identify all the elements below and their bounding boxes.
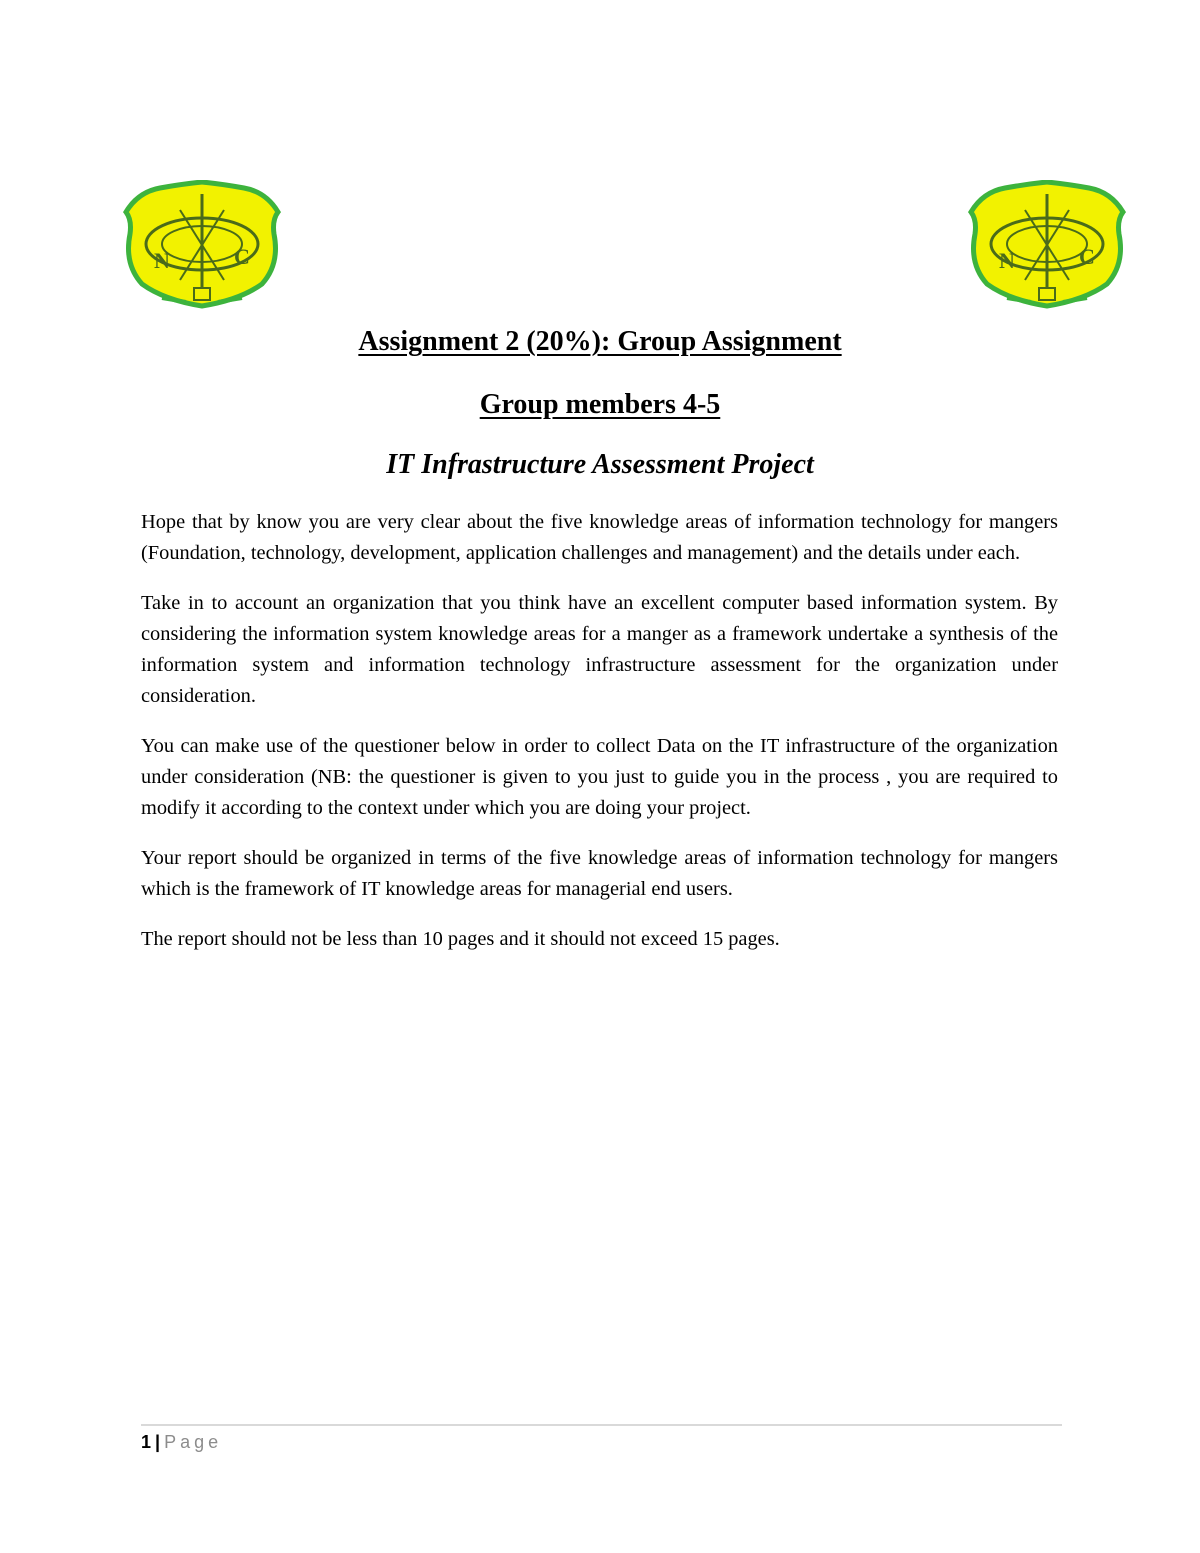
svg-text:C: C	[1079, 244, 1095, 269]
page-footer	[141, 1432, 222, 1453]
page-label: Page	[164, 1432, 223, 1452]
document-body	[141, 507, 1058, 974]
assignment-title: Assignment 2 (20%): Group Assignment	[358, 326, 842, 357]
footer-divider	[141, 1424, 1062, 1426]
college-crest-icon	[965, 180, 1129, 312]
college-logo-left	[120, 180, 284, 312]
paragraph-report-structure: Your report should be organized in terms of the five knowledge areas of information technology for mangers which is the framework of IT knowledge areas for managerial end users.	[141, 847, 1058, 900]
paragraph-questioner: You can make use of the questioner below in order to collect Data on the IT infrastructure of the organization under consideration (NB: the questioner is given to you just to guide you in the process , you are required to modify it according to the context under which you are doing your project.	[141, 735, 1058, 819]
college-crest-icon	[120, 180, 284, 312]
page-number: 1	[141, 1432, 152, 1452]
svg-text:N: N	[154, 248, 170, 273]
group-members-heading: Group members 4-5	[479, 389, 721, 420]
footer-separator: |	[155, 1432, 161, 1452]
college-logo-right	[965, 180, 1129, 312]
svg-text:C: C	[234, 244, 250, 269]
paragraph-intro: Hope that by know you are very clear about the five knowledge areas of information technology for mangers (Foundation, technology, development, application challenges and management) and the details under each.	[141, 511, 1058, 564]
project-title: IT Infrastructure Assessment Project	[386, 449, 814, 480]
paragraph-task: Take in to account an organization that you think have an excellent computer based information system. By considering the information system knowledge areas for a manger as a framework undertake a synthesis of the information system and information technology infrastructure assessment for the organization under consideration.	[141, 592, 1058, 707]
svg-text:N: N	[999, 248, 1015, 273]
paragraph-report-length: The report should not be less than 10 pages and it should not exceed 15 pages.	[141, 928, 780, 950]
